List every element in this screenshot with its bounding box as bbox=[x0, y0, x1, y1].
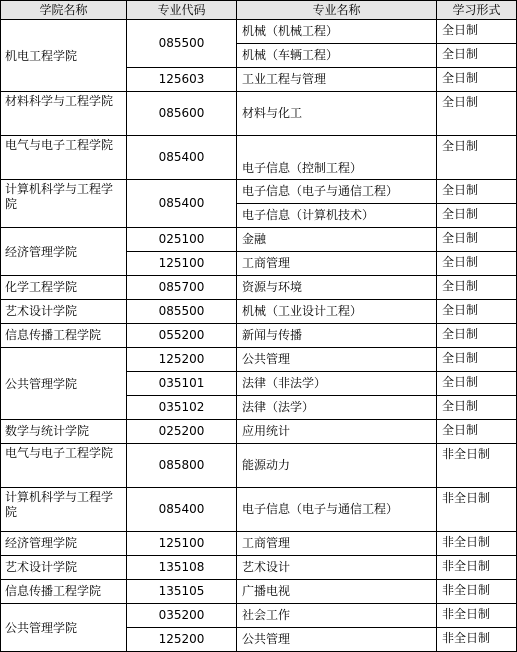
table-body bbox=[1, 20, 517, 652]
code-cell: 055200 bbox=[127, 324, 237, 348]
table-row bbox=[1, 556, 517, 580]
mode-cell: 全日制 bbox=[437, 420, 517, 444]
table-row bbox=[1, 444, 517, 488]
mode-cell: 非全日制 bbox=[437, 488, 517, 532]
mode-cell: 全日制 bbox=[437, 44, 517, 68]
code-cell: 125603 bbox=[127, 68, 237, 92]
name-cell: 电子信息（控制工程） bbox=[237, 136, 437, 180]
mode-cell: 非全日制 bbox=[437, 604, 517, 628]
code-cell: 025200 bbox=[127, 420, 237, 444]
table-row bbox=[1, 604, 517, 628]
name-cell: 法律（法学） bbox=[237, 396, 437, 420]
code-cell: 085400 bbox=[127, 180, 237, 228]
mode-cell: 非全日制 bbox=[437, 556, 517, 580]
mode-cell: 非全日制 bbox=[437, 532, 517, 556]
mode-cell: 全日制 bbox=[437, 136, 517, 180]
mode-cell: 全日制 bbox=[437, 68, 517, 92]
table-row bbox=[1, 228, 517, 252]
name-cell: 机械（机械工程） bbox=[237, 20, 437, 44]
name-cell: 法律（非法学） bbox=[237, 372, 437, 396]
table-row bbox=[1, 276, 517, 300]
mode-cell: 全日制 bbox=[437, 324, 517, 348]
header-name: 专业名称 bbox=[237, 1, 437, 20]
college-cell: 艺术设计学院 bbox=[1, 300, 127, 324]
table-row bbox=[1, 92, 517, 136]
college-cell: 经济管理学院 bbox=[1, 532, 127, 556]
code-cell: 085400 bbox=[127, 136, 237, 180]
name-cell: 应用统计 bbox=[237, 420, 437, 444]
header-code: 专业代码 bbox=[127, 1, 237, 20]
header-college: 学院名称 bbox=[1, 1, 127, 20]
table-row bbox=[1, 348, 517, 372]
college-cell: 艺术设计学院 bbox=[1, 556, 127, 580]
code-cell: 085600 bbox=[127, 92, 237, 136]
table-row bbox=[1, 420, 517, 444]
table-row bbox=[1, 180, 517, 204]
college-cell: 经济管理学院 bbox=[1, 228, 127, 276]
mode-cell: 全日制 bbox=[437, 372, 517, 396]
code-cell: 035101 bbox=[127, 372, 237, 396]
code-cell: 085500 bbox=[127, 20, 237, 68]
name-cell: 机械（工业设计工程） bbox=[237, 300, 437, 324]
code-cell: 125100 bbox=[127, 252, 237, 276]
table-row bbox=[1, 300, 517, 324]
name-cell: 金融 bbox=[237, 228, 437, 252]
college-cell: 公共管理学院 bbox=[1, 348, 127, 420]
name-cell: 机械（车辆工程） bbox=[237, 44, 437, 68]
college-cell: 材料科学与工程学院 bbox=[1, 92, 127, 136]
college-cell: 计算机科学与工程学院 bbox=[1, 180, 127, 228]
mode-cell: 全日制 bbox=[437, 228, 517, 252]
name-cell: 工业工程与管理 bbox=[237, 68, 437, 92]
college-cell: 数学与统计学院 bbox=[1, 420, 127, 444]
mode-cell: 非全日制 bbox=[437, 580, 517, 604]
code-cell: 125200 bbox=[127, 628, 237, 652]
name-cell: 社会工作 bbox=[237, 604, 437, 628]
code-cell: 085700 bbox=[127, 276, 237, 300]
name-cell: 新闻与传播 bbox=[237, 324, 437, 348]
college-cell: 机电工程学院 bbox=[1, 20, 127, 92]
college-cell: 电气与电子工程学院 bbox=[1, 444, 127, 488]
code-cell: 125200 bbox=[127, 348, 237, 372]
mode-cell: 非全日制 bbox=[437, 628, 517, 652]
name-cell: 工商管理 bbox=[237, 532, 437, 556]
name-cell: 资源与环境 bbox=[237, 276, 437, 300]
name-cell: 公共管理 bbox=[237, 348, 437, 372]
college-cell: 计算机科学与工程学院 bbox=[1, 488, 127, 532]
code-cell: 135105 bbox=[127, 580, 237, 604]
name-cell: 电子信息（电子与通信工程） bbox=[237, 488, 437, 532]
table-row bbox=[1, 532, 517, 556]
college-cell: 公共管理学院 bbox=[1, 604, 127, 652]
code-cell: 085800 bbox=[127, 444, 237, 488]
code-cell: 085500 bbox=[127, 300, 237, 324]
mode-cell: 全日制 bbox=[437, 300, 517, 324]
college-cell: 化学工程学院 bbox=[1, 276, 127, 300]
code-cell: 085400 bbox=[127, 488, 237, 532]
mode-cell: 全日制 bbox=[437, 204, 517, 228]
mode-cell: 全日制 bbox=[437, 348, 517, 372]
mode-cell: 非全日制 bbox=[437, 444, 517, 488]
name-cell: 能源动力 bbox=[237, 444, 437, 488]
college-cell: 信息传播工程学院 bbox=[1, 580, 127, 604]
header-mode: 学习形式 bbox=[437, 1, 517, 20]
table-row bbox=[1, 20, 517, 44]
mode-cell: 全日制 bbox=[437, 92, 517, 136]
name-cell: 材料与化工 bbox=[237, 92, 437, 136]
college-cell: 电气与电子工程学院 bbox=[1, 136, 127, 180]
header-row bbox=[1, 1, 517, 20]
name-cell: 电子信息（电子与通信工程） bbox=[237, 180, 437, 204]
name-cell: 艺术设计 bbox=[237, 556, 437, 580]
table-header bbox=[1, 1, 517, 20]
table-row bbox=[1, 580, 517, 604]
code-cell: 035102 bbox=[127, 396, 237, 420]
code-cell: 035200 bbox=[127, 604, 237, 628]
mode-cell: 全日制 bbox=[437, 276, 517, 300]
code-cell: 135108 bbox=[127, 556, 237, 580]
code-cell: 125100 bbox=[127, 532, 237, 556]
mode-cell: 全日制 bbox=[437, 396, 517, 420]
name-cell: 电子信息（计算机技术） bbox=[237, 204, 437, 228]
mode-cell: 全日制 bbox=[437, 20, 517, 44]
table-row bbox=[1, 136, 517, 180]
mode-cell: 全日制 bbox=[437, 180, 517, 204]
table-row bbox=[1, 324, 517, 348]
table-row bbox=[1, 488, 517, 532]
name-cell: 公共管理 bbox=[237, 628, 437, 652]
college-cell: 信息传播工程学院 bbox=[1, 324, 127, 348]
code-cell: 025100 bbox=[127, 228, 237, 252]
name-cell: 广播电视 bbox=[237, 580, 437, 604]
name-cell: 工商管理 bbox=[237, 252, 437, 276]
mode-cell: 全日制 bbox=[437, 252, 517, 276]
